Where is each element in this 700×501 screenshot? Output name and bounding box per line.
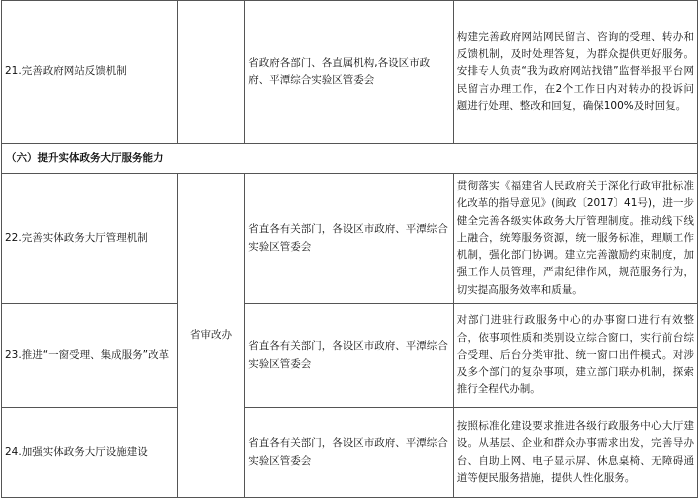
coop-dept-cell: 省政府各部门、各直属机构,各设区市政府、平潭综合实验区管委会 — [245, 1, 453, 144]
item-cell: 22.完善实体政务大厅管理机制 — [2, 174, 178, 304]
item-cell: 24.加强实体政务大厅设施建设 — [2, 408, 178, 498]
coop-dept-cell: 省直各有关部门，各设区市政府、平潭综合实验区管委会 — [245, 408, 453, 498]
item-cell: 21.完善政府网站反馈机制 — [2, 1, 178, 144]
measures-cell: 对部门进驻行政服务中心的办事窗口进行有效整合，依事项性质和类别设立综合窗口，实行前台综合受理、后台分类审批、统一窗口出件模式。对涉及多个部门的复杂事项，建立部门联办机制，探索推行全程代办制。 — [453, 304, 697, 408]
table-row — [2, 174, 698, 304]
lead-dept-cell — [177, 1, 244, 144]
section-title: （六）提升实体政务大厅服务能力 — [2, 144, 698, 174]
table-row — [2, 408, 698, 498]
table-row — [2, 1, 698, 144]
measures-cell: 按照标准化建设要求推进各级行政服务中心大厅建设。从基层、企业和群众办事需求出发，完善导办台、自助上网、电子显示屏、休息桌椅、无障碍通道等便民服务措施，提供人性化服务。 — [453, 408, 697, 498]
measures-cell: 构建完善政府网站网民留言、咨询的受理、转办和反馈机制，及时处理答复，为群众提供更好服务。安排专人负责“我为政府网站找错”监督举报平台网民留言办理工作，在2个工作日内对转办的投诉问题进行处理、整改和回复，确保100%及时回复。 — [453, 1, 697, 144]
item-cell: 23.推进“一窗受理、集成服务”改革 — [2, 304, 178, 408]
lead-dept-cell: 省审改办 — [177, 174, 244, 498]
policy-table — [1, 0, 698, 498]
section-row — [2, 144, 698, 174]
coop-dept-cell: 省直各有关部门，各设区市政府、平潭综合实验区管委会 — [245, 304, 453, 408]
coop-dept-cell: 省直各有关部门，各设区市政府、平潭综合实验区管委会 — [245, 174, 453, 304]
measures-cell: 贯彻落实《福建省人民政府关于深化行政审批标准化改革的指导意见》(闽政〔2017〕41号)，进一步健全完善各级实体政务大厅管理制度。推动线下线上融合，统筹服务资源，统一服务标准，理顺工作机制，强化部门协调。建立完善激励约束制度，加强工作人员管理，严肃纪律作风，规范服务行为，切实提高服务效率和质量。 — [453, 174, 697, 304]
table-row — [2, 304, 698, 408]
